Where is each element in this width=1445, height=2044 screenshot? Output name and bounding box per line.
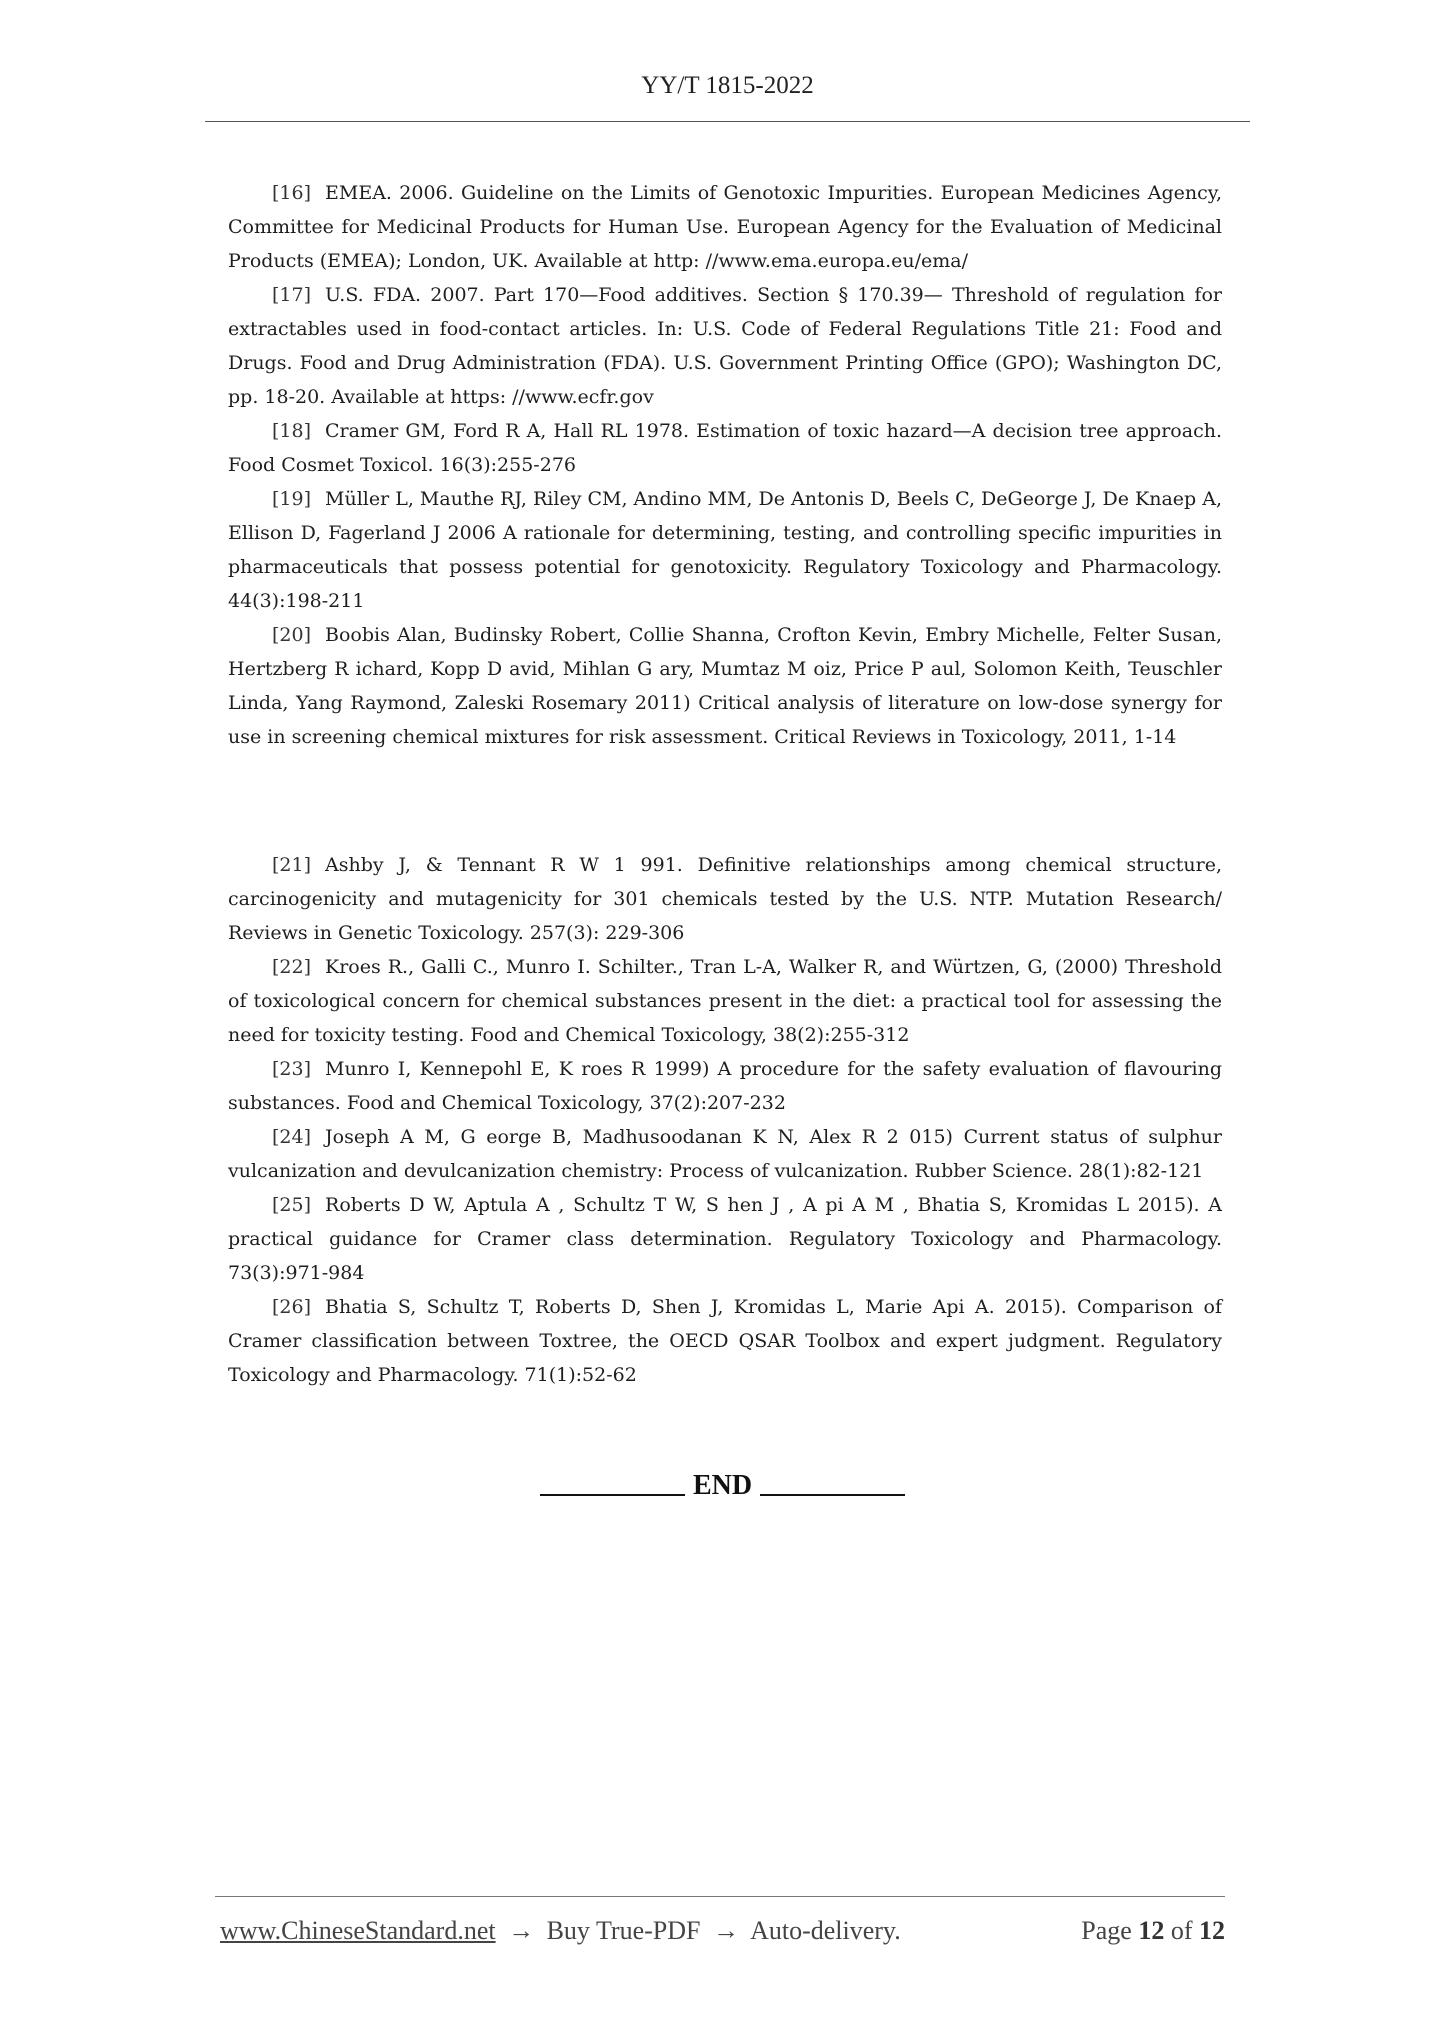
reference-number: [22] <box>272 956 312 978</box>
reference-list-part-1 <box>228 176 1222 754</box>
standard-code: YY/T 1815-2022 <box>641 72 814 99</box>
arrow-right-icon: → <box>508 1916 535 1945</box>
end-marker <box>0 1470 1445 1502</box>
reference-number: [21] <box>272 854 312 876</box>
reference-item <box>228 950 1222 1052</box>
reference-text: Müller L, Mauthe RJ, Riley CM, Andino MM, De Antonis D, Beels C, DeGeorge J, De Knaep A, Ellison D, Fagerland J 2006 A rationale for determining, testing, and controlling specific impurities in pharmaceuticals that possess potential for genotoxicity. Regulatory Toxicology and Pharmacology. 44(3):198-211 <box>228 488 1222 612</box>
reference-number: [23] <box>272 1058 312 1080</box>
reference-item <box>228 1290 1222 1392</box>
reference-item <box>228 414 1222 482</box>
reference-item <box>228 1052 1222 1120</box>
reference-text: Joseph A M, G eorge B, Madhusoodanan K N, Alex R 2 015) Current status of sulphur vulcanization and devulcanization chemistry: Process of vulcanization. Rubber Science. 28(1):82-121 <box>228 1126 1222 1182</box>
auto-delivery-text: Auto-delivery. <box>750 1916 901 1945</box>
reference-text: Bhatia S, Schultz T, Roberts D, Shen J, Kromidas L, Marie Api A. 2015). Comparison of Cramer classification between Toxtree, the OECD QSAR Toolbox and expert judgment. Regulatory Toxicology and Pharmacology. 71(1):52-62 <box>228 1296 1222 1386</box>
reference-text: EMEA. 2006. Guideline on the Limits of Genotoxic Impurities. European Medicines Agency, Committee for Medicinal Products for Human Use. European Agency for the Evaluation of Medicinal Products (EMEA); London, UK. Available at http: //www.ema.europa.eu/ema/ <box>228 182 1222 272</box>
footer-promo <box>220 1916 901 1946</box>
reference-text: Kroes R., Galli C., Munro I. Schilter., Tran L-A, Walker R, and Würtzen, G, (2000) Threshold of toxicological concern for chemical substances present in the diet: a practical tool for assessing the need for toxicity testing. Food and Chemical Toxicology, 38(2):255-312 <box>228 956 1222 1046</box>
reference-list-part-2 <box>228 848 1222 1392</box>
reference-text: Boobis Alan, Budinsky Robert, Collie Shanna, Crofton Kevin, Embry Michelle, Felter Susan, Hertzberg R ichard, Kopp D avid, Mihlan G ary, Mumtaz M oiz, Price P aul, Solomon Keith, Teuschler Linda, Yang Raymond, Zaleski Rosemary 2011) Critical analysis of literature on low-dose synergy for use in screening chemical mixtures for risk assessment. Critical Reviews in Toxicology, 2011, 1-14 <box>228 624 1222 748</box>
reference-number: [19] <box>272 488 312 510</box>
reference-text: Ashby J, & Tennant R W 1 991. Definitive relationships among chemical structure, carcinogenicity and mutagenicity for 301 chemicals tested by the U.S. NTP. Mutation Research/ Reviews in Genetic Toxicology. 257(3): 229-306 <box>228 854 1222 944</box>
arrow-right-icon: → <box>713 1916 739 1945</box>
reference-number: [26] <box>272 1296 312 1318</box>
reference-number: [17] <box>272 284 312 306</box>
reference-item <box>228 278 1222 414</box>
reference-item <box>228 176 1222 278</box>
reference-text: Cramer GM, Ford R A, Hall RL 1978. Estimation of toxic hazard—A decision tree approach. Food Cosmet Toxicol. 16(3):255-276 <box>228 420 1222 476</box>
page-total: 12 <box>1199 1916 1225 1945</box>
reference-number: [25] <box>272 1194 312 1216</box>
reference-item <box>228 618 1222 754</box>
reference-text: Munro I, Kennepohl E, K roes R 1999) A procedure for the safety evaluation of flavouring substances. Food and Chemical Toxicology, 37(2):207-232 <box>228 1058 1222 1114</box>
reference-text: Roberts D W, Aptula A , Schultz T W, S hen J , A pi A M , Bhatia S, Kromidas L 2015). A practical guidance for Cramer class determination. Regulatory Toxicology and Pharmacology. 73(3):971-984 <box>228 1194 1222 1284</box>
page-indicator <box>1081 1916 1225 1946</box>
reference-number: [18] <box>272 420 312 442</box>
reference-number: [24] <box>272 1126 312 1148</box>
reference-item <box>228 1120 1222 1188</box>
end-right-rule <box>760 1494 905 1496</box>
reference-item <box>228 482 1222 618</box>
document-header <box>205 72 1250 100</box>
reference-text: U.S. FDA. 2007. Part 170—Food additives. Section § 170.39— Threshold of regulation for extractables used in food-contact articles. In: U.S. Code of Federal Regulations Title 21: Food and Drugs. Food and Drug Administration (FDA). U.S. Government Printing Office (GPO); Washington DC, pp. 18-20. Available at https: //www.ecfr.gov <box>228 284 1222 408</box>
reference-number: [16] <box>272 182 312 204</box>
reference-number: [20] <box>272 624 312 646</box>
end-left-rule <box>540 1494 685 1496</box>
page-of-label: of <box>1170 1916 1193 1945</box>
page-label: Page <box>1081 1916 1132 1945</box>
page-current: 12 <box>1138 1916 1165 1945</box>
end-label: END <box>692 1470 753 1501</box>
reference-item <box>228 1188 1222 1290</box>
site-link[interactable]: www.ChineseStandard.net <box>220 1916 496 1945</box>
reference-item <box>228 848 1222 950</box>
buy-true-pdf-text: Buy True-PDF <box>546 1916 701 1945</box>
footer-divider <box>215 1896 1225 1897</box>
header-divider <box>205 121 1250 122</box>
